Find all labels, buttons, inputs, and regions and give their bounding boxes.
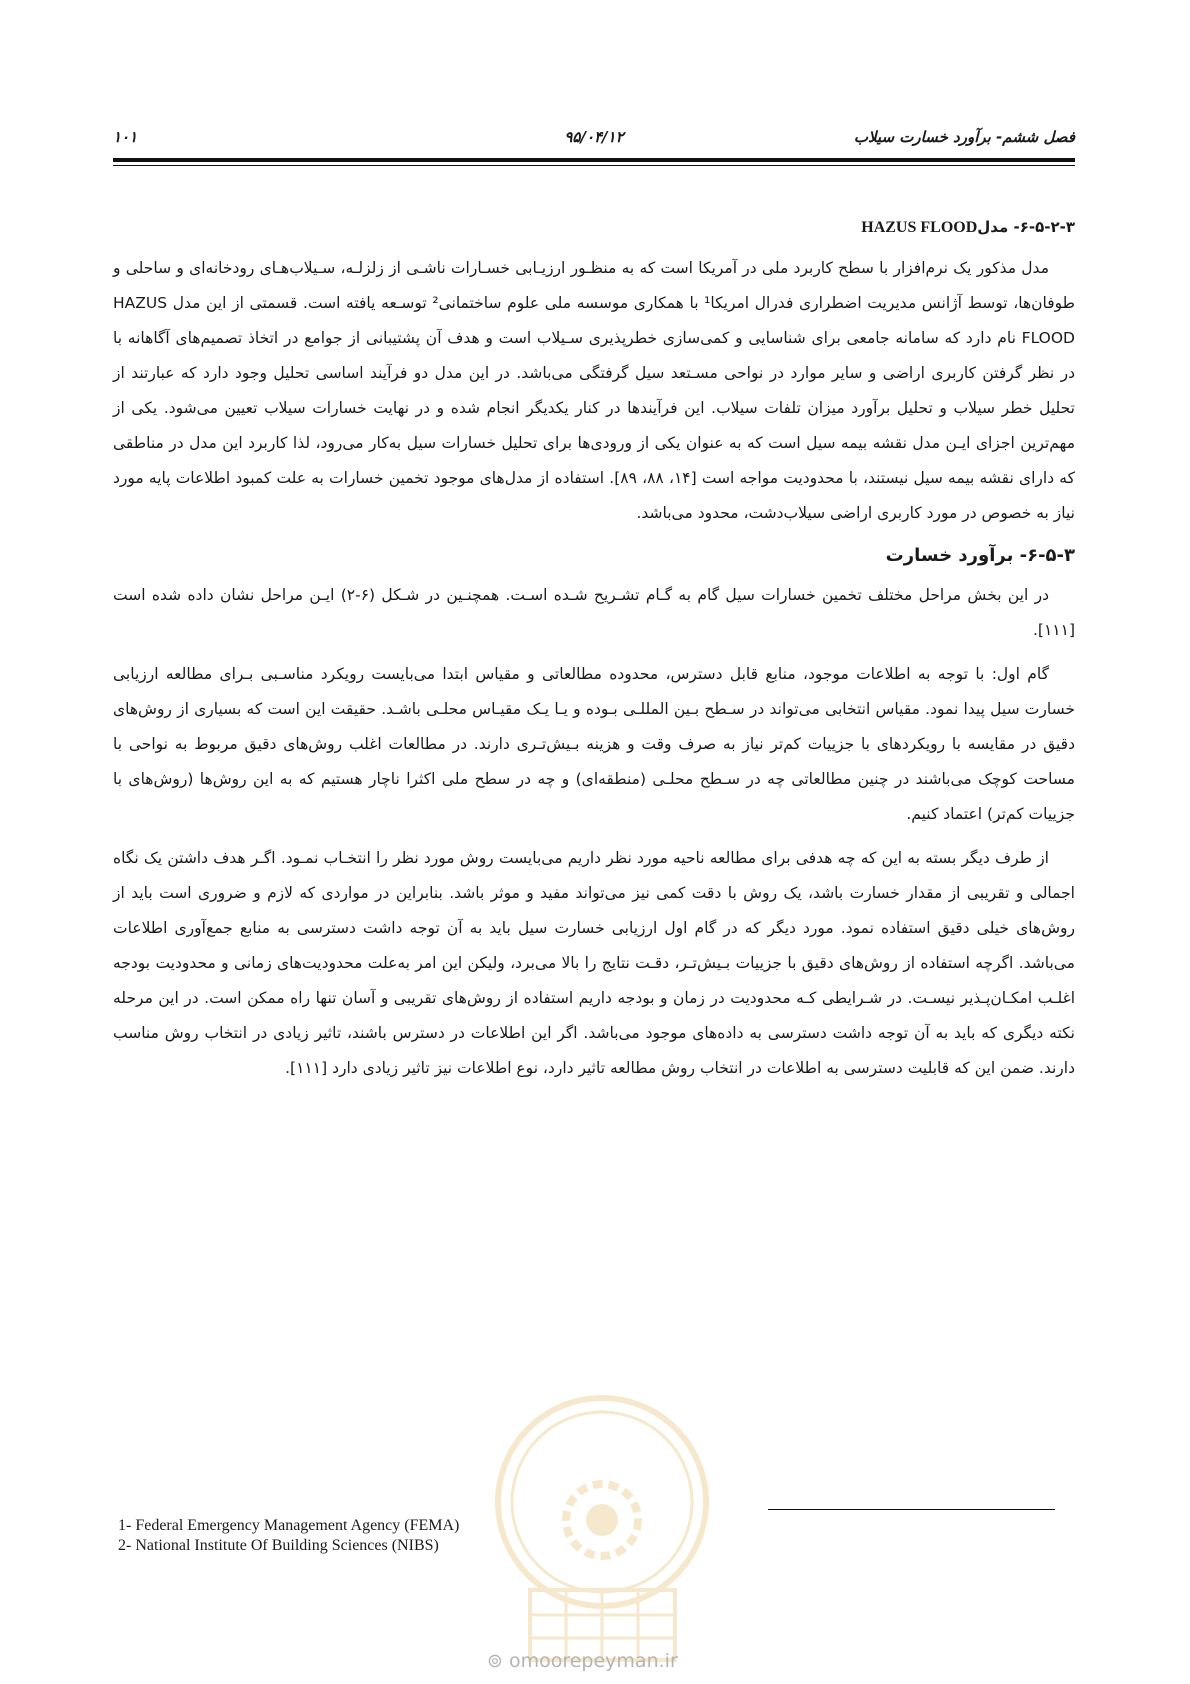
subsection-paragraphs: [113, 251, 1075, 531]
subsection-latin: HAZUS FLOOD: [861, 219, 978, 236]
page-header: [113, 128, 1075, 152]
footnote-item: 2- National Institute Of Building Sciences (NIBS): [118, 1537, 439, 1554]
header-rule-thick: [113, 158, 1075, 162]
subsection-heading: [113, 218, 1075, 237]
section-paragraphs: [113, 578, 1075, 1086]
section-heading: ۶-۵-۳- برآورد خسارت: [885, 545, 1075, 566]
footnotes: [118, 1516, 459, 1556]
footnote-divider: [768, 1509, 1055, 1510]
publisher-seal-watermark: [490, 1390, 715, 1680]
body-paragraph: گام اول: با توجه به اطلاعات موجود، منابع قابل دسترس، محدوده مطالعاتی و مقیاس ابتدا می‌بایست رویکرد مناسـبی بـرای مطالعه ارزیابی خسارت سیل پیدا نمود. مقیاس انتخابی می‌تواند در سـطح بـین المللـی بـوده و یـا یـک مقیـاس محلـی باشـد. حقیقت این است که بسیاری از روش‌های دقیق در مقایسه با رویکردهای با جزییات کم‌تر نیاز به صرف وقت و هزینه بـیش‌تـری دارند. در مطالعات اغلب روش‌های دقیق مربوط به نواحی با مساحت کوچک می‌باشند در چنین مطالعاتی چه در سـطح محلـی (منطقه‌ای) و چه در سطح ملی اکثرا ناچار هستیم که به این روش‌ها (روش‌های با جزییات کم‌تر) اعتماد کنیم.: [113, 665, 1075, 823]
page-number: ۱۰۱: [113, 128, 138, 146]
page-body: [113, 218, 1075, 1095]
body-paragraph: از طرف دیگر بسته به این که چه هدفی برای مطالعه ناحیه مورد نظر داریم می‌بایست روش مورد نظر را انتخـاب نمـود. اگـر هدف داشتن یک نگاه اجمالی و تقریبی از مقدار خسارت باشد، یک روش با دقت کمی نیز می‌تواند مفید و موثر باشد. بنابراین در مواردی که لازم و ضروری است باید از روش‌های خیلی دقیق استفاده نمود. مورد دیگر که در گام اول ارزیابی خسارت سیل باید به آن توجه داشت دسترسی به منابع جمع‌آوری اطلاعات می‌باشد. اگرچه استفاده از روش‌های دقیق با جزییات بـیش‌تـر، دقـت نتایج را بالا می‌برد، ولیکن این امر به‌علت محدودیت‌های زمانی و محدودیت بودجه اغلـب امکـان‌پـذیر نیسـت. در شـرایطی کـه محدودیت در زمان و بودجه داریم استفاده از روش‌های تقریبی و آسان تنها راه ممکن است. در این مرحله نکته دیگری که باید به آن توجه داشت دسترسی به داده‌های موجود می‌باشد. اگر این اطلاعات در دسترس باشند، تاثیر زیادی در انتخاب روش مناسب دارند. ضمن این که قابلیت دسترسی به اطلاعات در انتخاب روش مطالعه تاثیر دارد، نوع اطلاعات نیز تاثیر زیادی دارد [۱۱۱].: [113, 849, 1075, 1077]
footnote-item: 1- Federal Emergency Management Agency (FEMA): [118, 1517, 460, 1534]
subsection-number: ۶-۵-۲-۳- مدل: [977, 218, 1075, 236]
watermark-url: ⊚ omoorepeyman.ir: [487, 1650, 678, 1672]
header-rule-thin: [113, 165, 1075, 166]
header-date: ۹۵/۰۴/۱۲: [564, 128, 624, 146]
body-paragraph: در این بخش مراحل مختلف تخمین خسارات سیل گام به گـام تشـریح شـده اسـت. همچنـین در شـکل (۶-۲) ایـن مراحل نشان داده شده است [۱۱۱].: [113, 586, 1075, 639]
chapter-title: فصل ششم- برآورد خسارت سیلاب: [853, 128, 1075, 146]
body-paragraph: مدل مذکور یک نرم‌افزار با سطح کاربرد ملی در آمریکا است که به منظـور ارزیـابی خسـارات ناشـی از زلزلـه، سـیلاب‌هـای رودخانه‌ای و ساحلی و طوفان‌ها، توسط آژانس مدیریت اضطراری فدرال امریکا¹ با همکاری موسسه ملی علوم ساختمانی² توسـعه یافته است. قسمتی از این مدل HAZUS FLOOD نام دارد که سامانه جامعی برای شناسایی و کمی‌سازی خطرپذیری سـیلاب است و هدف آن پشتیبانی از جوامع در اتخاذ تصمیم‌های آگاهانه با در نظر گرفتن کاربری اراضی و سایر موارد در نواحی مسـتعد سیل گرفتگی می‌باشد. در این مدل دو فرآیند اساسی تحلیل وجود دارد که عبارتند از تحلیل خطر سیلاب و تحلیل برآورد میزان تلفات سیلاب. این فرآیندها در کنار یکدیگر انجام شده و در نهایت خسارات سیلاب تعیین می‌شود. یکی از مهم‌ترین اجزای ایـن مدل نقشه بیمه سیل است که به عنوان یکی از ورودی‌ها برای تحلیل خسارات سیل به‌کار می‌رود، لذا کاربرد این مدل در مناطقی که دارای نقشه بیمه سیل نیستند، با محدودیت مواجه است [۱۴، ۸۸، ۸۹]. استفاده از مدل‌های موجود تخمین خسارات به علت کمبود اطلاعات پایه مورد نیاز به خصوص در مورد کاربری اراضی سیلاب‌دشت، محدود می‌باشد.: [113, 259, 1075, 522]
